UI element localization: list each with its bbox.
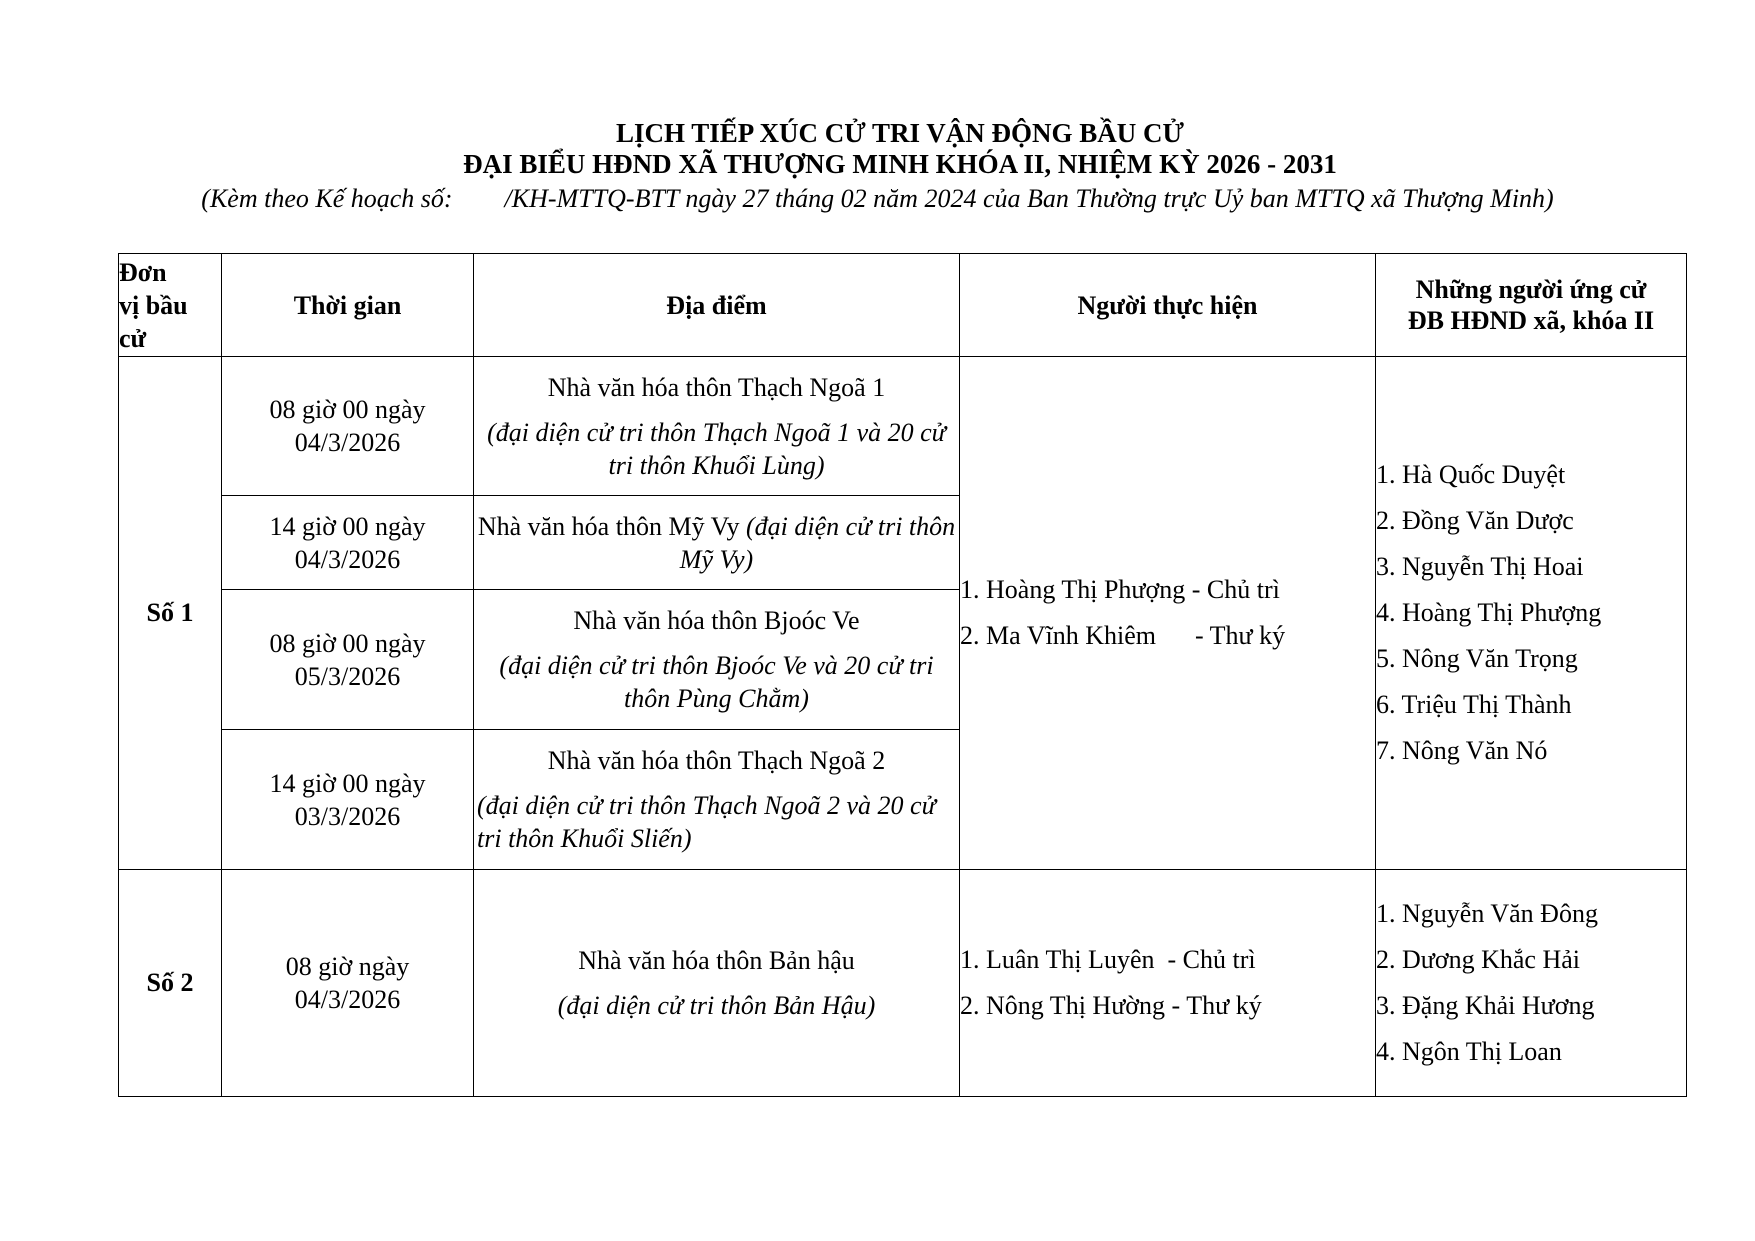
document-subtitle: (Kèm theo Kế hoạch số: /KH-MTTQ-BTT ngày 27 tháng 02 năm 2024 của Ban Thường trực Uỷ ban MTTQ xã Thượng Minh) (201, 184, 1554, 213)
candidate-item: 2. Dương Khắc Hải (1376, 945, 1581, 974)
candidate-item: 3. Đặng Khải Hương (1376, 991, 1595, 1020)
person-item: 1. Luân Thị Luyên - Chủ trì (960, 945, 1256, 974)
time-cell (222, 357, 474, 496)
candidates-cell-2 (1376, 870, 1687, 1097)
persons-cell-1 (960, 357, 1376, 870)
header-unit-line-1: Đơn (119, 257, 167, 287)
persons-cell-2 (960, 870, 1376, 1097)
time-line-1: 14 giờ 00 ngày (269, 768, 426, 798)
time-cell (222, 496, 474, 590)
place-note: (đại diện cử tri thôn Thạch Ngoã 1 và 20 cử tri thôn Khuổi Lùng) (487, 417, 946, 480)
time-line-2: 04/3/2026 (294, 544, 401, 574)
table-row (119, 357, 1687, 496)
candidate-item: 6. Triệu Thị Thành (1376, 690, 1572, 719)
candidate-item: 3. Nguyễn Thị Hoai (1376, 552, 1584, 581)
place-cell (474, 870, 960, 1097)
time-line-2: 04/3/2026 (294, 428, 401, 457)
candidate-item: 2. Đồng Văn Dược (1376, 506, 1574, 535)
place-cell (474, 730, 960, 870)
place-note: (đại diện cử tri thôn Mỹ Vy) (679, 511, 956, 574)
header-place: Địa điểm (474, 254, 960, 357)
candidate-item: 4. Hoàng Thị Phượng (1376, 598, 1602, 627)
place-note: (đại diện cử tri thôn Bjoóc Ve và 20 cử tri thôn Pùng Chằm) (499, 651, 934, 713)
header-candidates-line-2: ĐB HĐND xã, khóa II (1407, 306, 1655, 335)
time-line-2: 03/3/2026 (294, 801, 401, 831)
place-name: Nhà văn hóa thôn Bản hậu (578, 946, 855, 975)
time-cell (222, 730, 474, 870)
time-line-1: 08 giờ 00 ngày (269, 628, 426, 658)
candidate-item: 1. Hà Quốc Duyệt (1376, 460, 1566, 489)
header-persons: Người thực hiện (960, 254, 1376, 357)
time-line-2: 04/3/2026 (294, 985, 401, 1014)
candidate-item: 4. Ngôn Thị Loan (1376, 1037, 1562, 1066)
candidate-item: 1. Nguyễn Văn Đông (1376, 899, 1598, 928)
candidate-item: 5. Nông Văn Trọng (1376, 644, 1578, 673)
time-line-1: 14 giờ 00 ngày (269, 511, 426, 541)
place-cell (474, 357, 960, 496)
time-cell (222, 590, 474, 730)
header-unit-line-2: vị bầu (119, 290, 188, 320)
document-title-line-2: ĐẠI BIỂU HĐND XÃ THƯỢNG MINH KHÓA II, NHIỆM KỲ 2026 - 2031 (463, 149, 1337, 179)
document-title-line-1: LỊCH TIẾP XÚC CỬ TRI VẬN ĐỘNG BẦU CỬ (615, 118, 1185, 148)
time-cell (222, 870, 474, 1097)
unit-cell-2: Số 2 (119, 870, 222, 1097)
table-row (119, 870, 1687, 1097)
time-line-2: 05/3/2026 (294, 661, 401, 691)
place-name: Nhà văn hóa thôn Mỹ Vy (477, 511, 740, 541)
place-note: (đại diện cử tri thôn Thạch Ngoã 2 và 20 cử tri thôn Khuổi Sliến) (477, 791, 936, 853)
header-time: Thời gian (222, 254, 474, 357)
place-name: Nhà văn hóa thôn Thạch Ngoã 1 (547, 372, 886, 402)
place-cell (474, 496, 960, 590)
place-note: (đại diện cử tri thôn Bản Hậu) (557, 991, 876, 1020)
time-line-1: 08 giờ ngày (285, 952, 410, 981)
header-unit-line-3: cử (119, 323, 147, 353)
time-line-1: 08 giờ 00 ngày (269, 395, 426, 424)
place-name: Nhà văn hóa thôn Bjoóc Ve (573, 606, 860, 635)
table-header-row (119, 254, 1687, 357)
unit-cell-1: Số 1 (119, 357, 222, 870)
person-item: 2. Nông Thị Hường - Thư ký (960, 991, 1262, 1020)
schedule-table (118, 253, 1687, 1097)
person-item: 1. Hoàng Thị Phượng - Chủ trì (960, 575, 1280, 604)
header-candidates (1376, 254, 1687, 357)
header-candidates-line-1: Những người ứng cử (1415, 275, 1647, 304)
place-cell (474, 590, 960, 730)
header-unit (119, 254, 222, 357)
document-header (0, 118, 1755, 218)
candidates-cell-1 (1376, 357, 1687, 870)
person-item: 2. Ma Vĩnh Khiêm - Thư ký (960, 621, 1286, 650)
candidate-item: 7. Nông Văn Nó (1376, 736, 1548, 765)
place-name: Nhà văn hóa thôn Thạch Ngoã 2 (547, 746, 886, 775)
